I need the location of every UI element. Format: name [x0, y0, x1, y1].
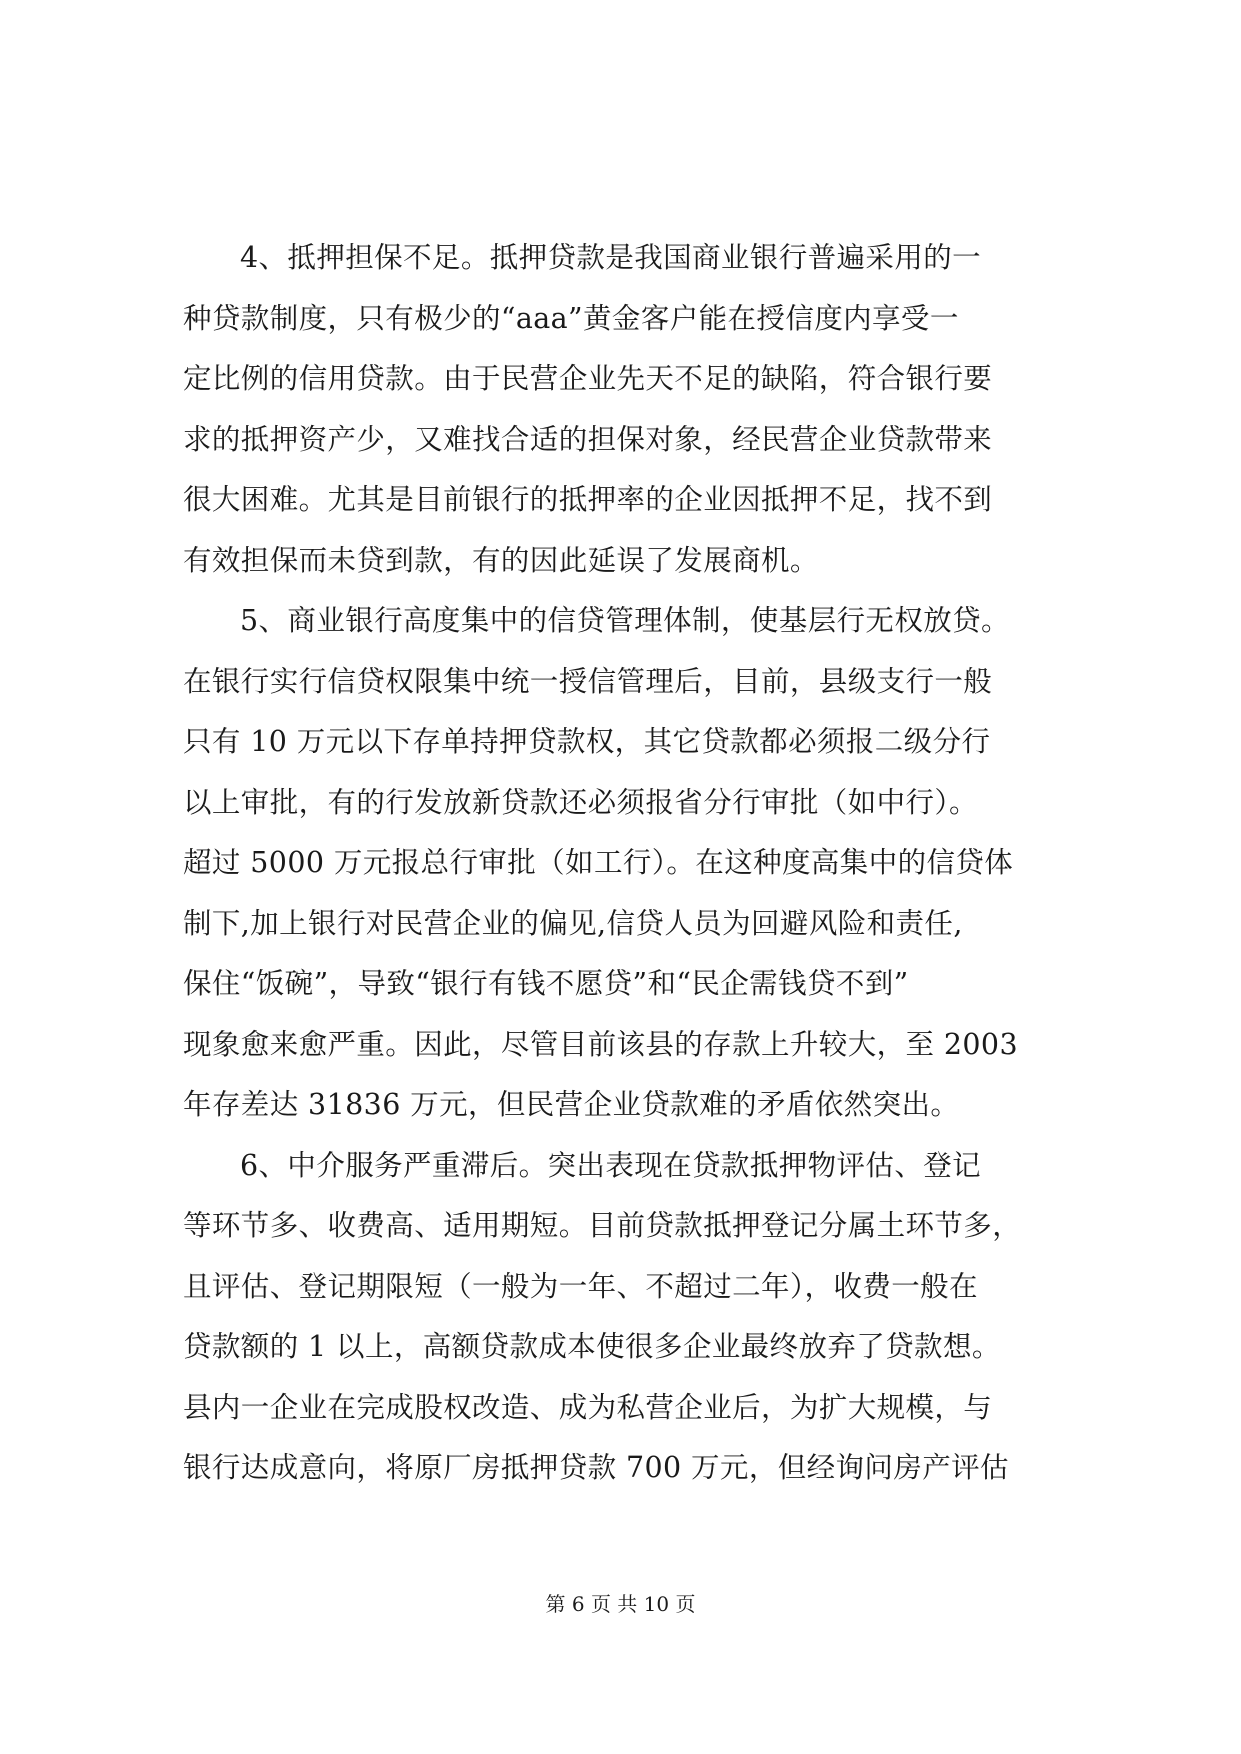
text-line: 超过 5000 万元报总行审批（如工行）。在这种度高集中的信贷体: [183, 846, 1014, 879]
text-line: 只有 10 万元以下存单持押贷款权，其它贷款都必须报二级分行: [183, 725, 991, 758]
text-line: 求的抵押资产少，又难找合适的担保对象，经民营企业贷款带来: [183, 422, 993, 456]
text-line: 银行达成意向，将原厂房抵押贷款 700 万元，但经询问房产评估: [183, 1451, 1009, 1484]
text-line: 等环节多、收费高、适用期短。目前贷款抵押登记分属土环节多，: [183, 1209, 1022, 1242]
paragraph-first-line: 4、抵押担保不足。抵押贷款是我国商业银行普遍采用的一: [240, 241, 982, 274]
text-line: 县内一企业在完成股权改造、成为私营企业后，为扩大规模，与: [183, 1390, 993, 1424]
paragraph-first-line: 6、中介服务严重滞后。突出表现在贷款抵押物评估、登记: [240, 1148, 982, 1182]
text-line: 制下,加上银行对民营企业的偏见,信贷人员为回避风险和责任,: [183, 906, 963, 940]
text-line: 保住“饭碗”，导致“银行有钱不愿贷”和“民企需钱贷不到”: [183, 967, 909, 1000]
text-line: 年存差达 31836 万元，但民营企业贷款难的矛盾依然突出。: [183, 1088, 960, 1121]
text-line: 且评估、登记期限短（一般为一年、不超过二年），收费一般在: [183, 1269, 978, 1303]
document-body: [183, 228, 1073, 1499]
paragraph-first-line: 5、商业银行高度集中的信贷管理体制，使基层行无权放贷。: [240, 604, 1010, 637]
text-line: 定比例的信用贷款。由于民营企业先天不足的缺陷，符合银行要: [183, 362, 993, 395]
text-line: 很大困难。尤其是目前银行的抵押率的企业因抵押不足，找不到: [183, 483, 993, 516]
page-footer: 第 6 页 共 10 页: [545, 1592, 696, 1616]
text-line: 以上审批，有的行发放新贷款还必须报省分行审批（如中行）。: [183, 785, 978, 819]
text-line: 贷款额的 1 以上，高额贷款成本使很多企业最终放弃了贷款想。: [183, 1330, 1001, 1363]
text-line: 现象愈来愈严重。因此，尽管目前该县的存款上升较大，至 2003: [183, 1027, 1018, 1061]
text-line: 有效担保而未贷到款，有的因此延误了发展商机。: [183, 543, 819, 577]
text-line: 在银行实行信贷权限集中统一授信管理后，目前，县级支行一般: [183, 664, 993, 698]
text-line: 种贷款制度，只有极少的“aaa”黄金客户能在授信度内享受一: [183, 301, 959, 335]
